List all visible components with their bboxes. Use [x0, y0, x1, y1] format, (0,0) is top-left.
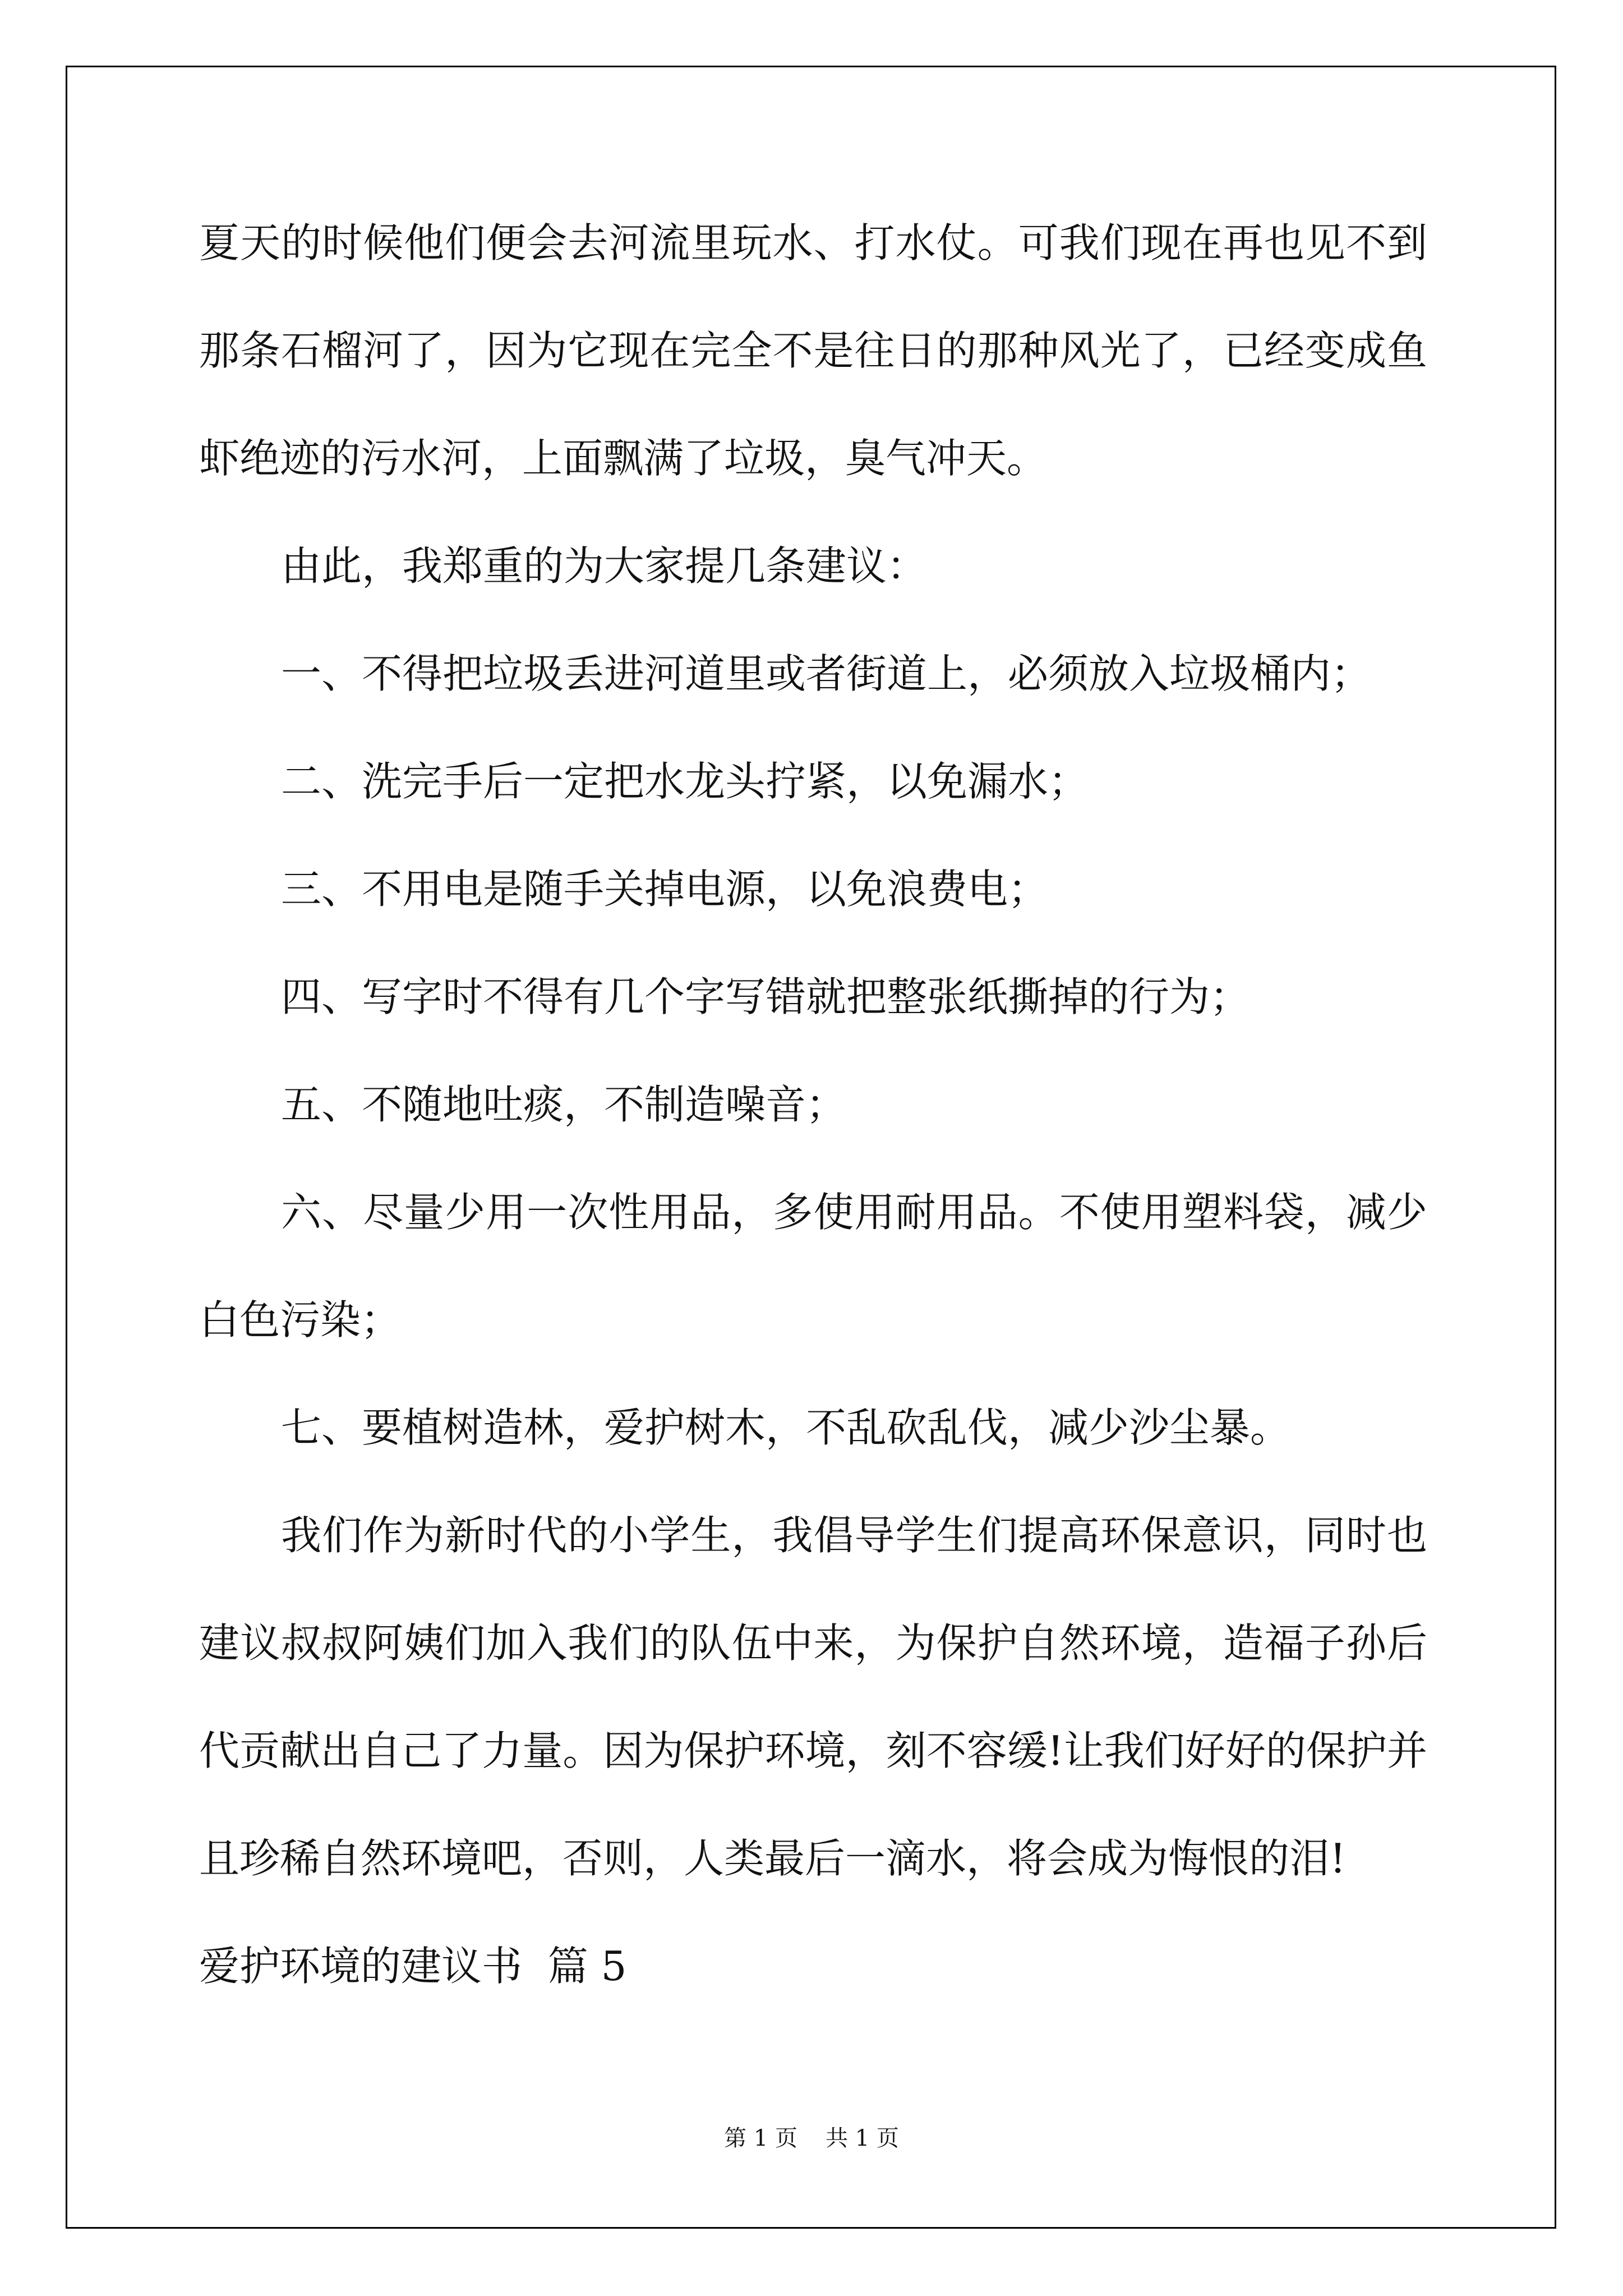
list-item: 一、不得把垃圾丢进河道里或者街道上，必须放入垃圾桶内；	[281, 650, 1372, 697]
list-item: 二、洗完手后一定把水龙头拧紧，以免漏水；	[281, 758, 1089, 805]
text-line: 那条石榴河了，因为它现在完全不是往日的那种风光了，已经变成鱼	[199, 327, 1427, 374]
text-line: 由此，我郑重的为大家提几条建议：	[281, 542, 928, 590]
text-line: 虾绝迹的污水河，上面飘满了垃圾，臭气冲天。	[199, 435, 1048, 482]
section-heading: 爱护环境的建议书 篇 5	[199, 1943, 627, 1990]
text-line: 夏天的时候他们便会去河流里玩水、打水仗。可我们现在再也见不到	[199, 219, 1427, 266]
text-line: 代贡献出自己了力量。因为保护环境，刻不容缓!让我们好好的保护并	[199, 1727, 1427, 1774]
page-number: 第 1 页	[724, 2125, 797, 2151]
text-line: 建议叔叔阿姨们加入我们的队伍中来，为保护自然环境，造福子孙后	[199, 1619, 1427, 1667]
text-line: 白色污染；	[199, 1296, 402, 1343]
text-line: 且珍稀自然环境吧，否则，人类最后一滴水，将会成为悔恨的泪!	[199, 1835, 1346, 1882]
page-total: 共 1 页	[826, 2125, 899, 2151]
list-item: 五、不随地吐痰，不制造噪音；	[281, 1081, 847, 1128]
text-line: 我们作为新时代的小学生，我倡导学生们提高环保意识，同时也	[281, 1512, 1427, 1559]
document-body	[199, 215, 1427, 2046]
list-item: 七、要植树造林，爱护树木，不乱砍乱伐，减少沙尘暴。	[281, 1404, 1291, 1451]
list-item: 四、写字时不得有几个字写错就把整张纸撕掉的行为；	[281, 973, 1251, 1020]
list-item: 六、尽量少用一次性用品，多使用耐用品。不使用塑料袋，减少	[281, 1189, 1427, 1236]
list-item: 三、不用电是随手关掉电源，以免浪费电；	[281, 866, 1049, 913]
page-footer	[0, 2120, 1623, 2152]
